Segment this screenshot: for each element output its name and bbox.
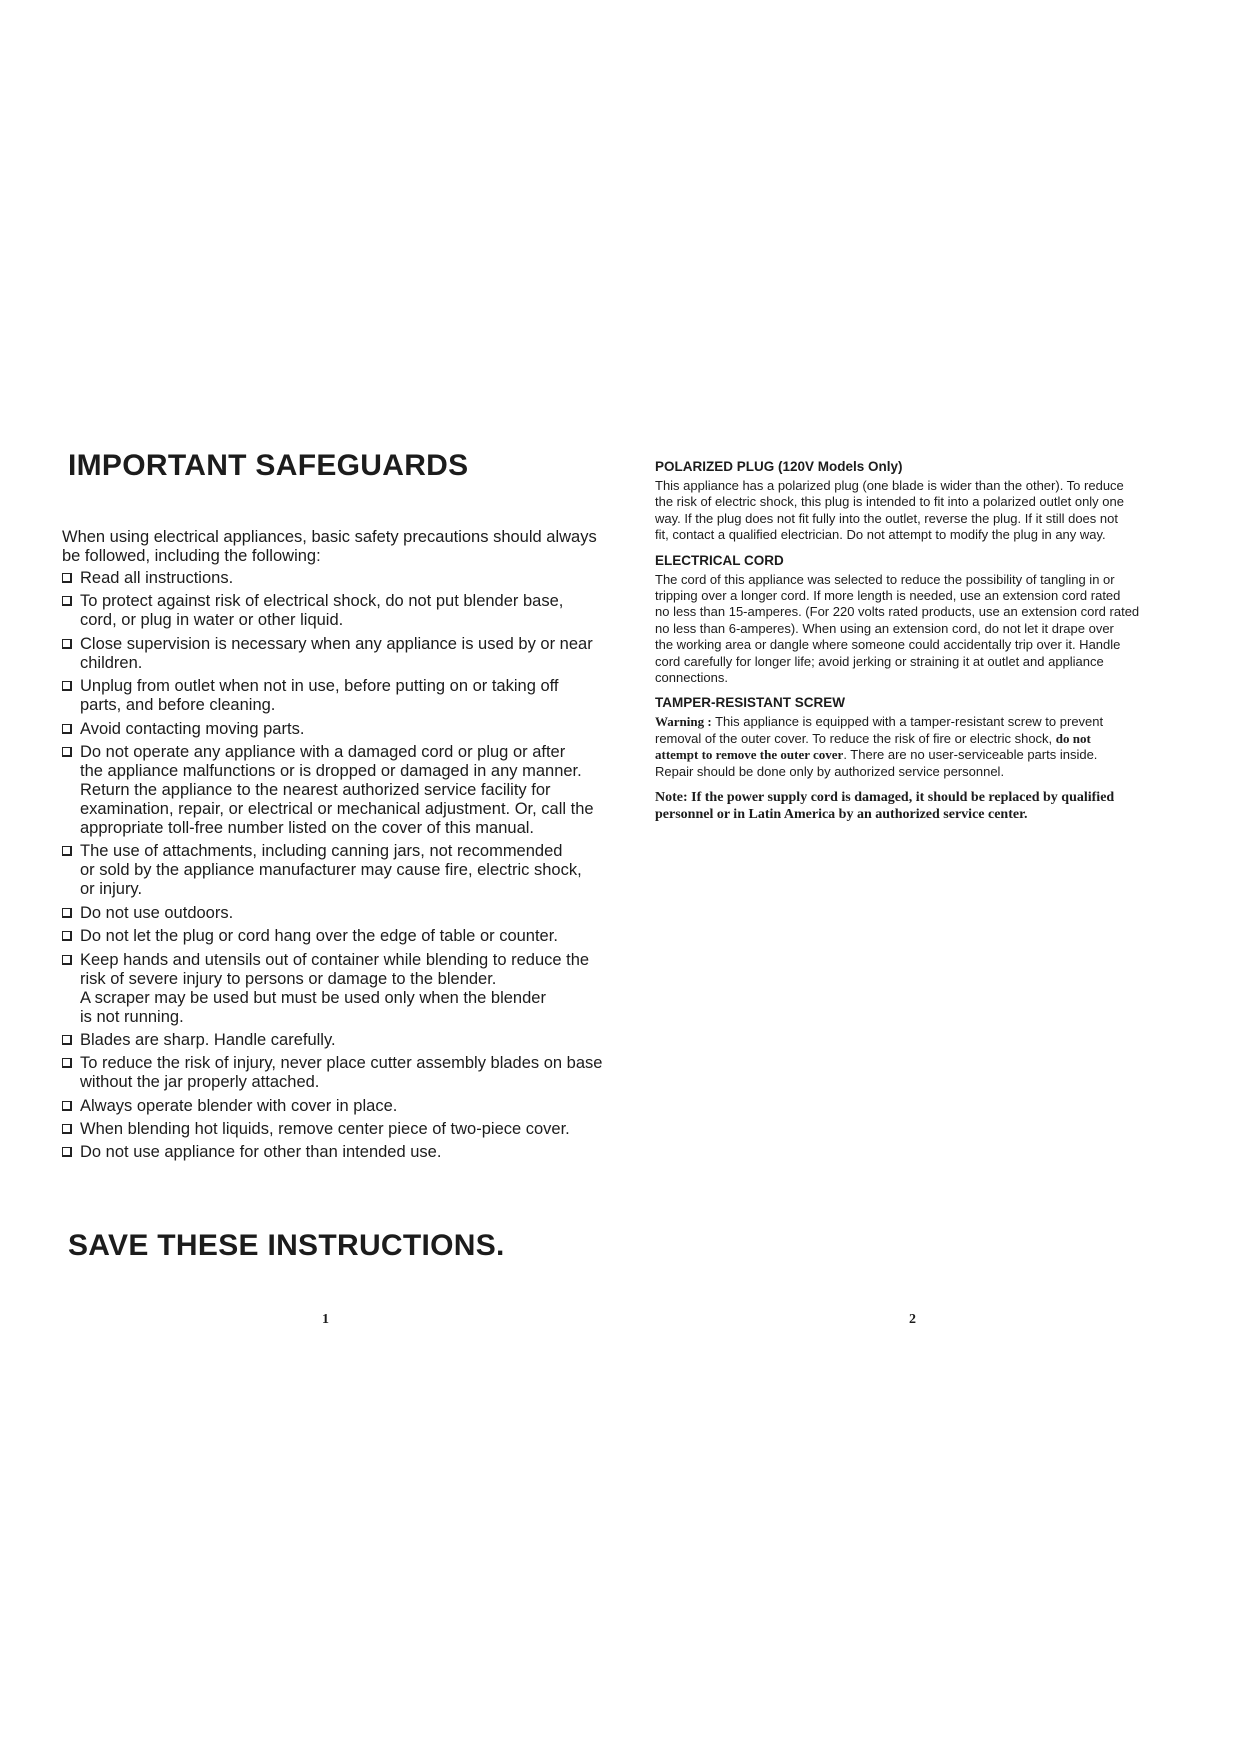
tamper-screw-text-part-2: . There are no user-serviceable parts inside. Repair should be done only by authorized service personnel.: [655, 747, 1098, 779]
tamper-screw-heading: TAMPER-RESISTANT SCREW: [655, 695, 845, 711]
checkbox-bullet-icon: [62, 724, 72, 734]
checkbox-bullet-icon: [62, 747, 72, 757]
checkbox-bullet-icon: [62, 639, 72, 649]
checkbox-bullet-icon: [62, 1058, 72, 1068]
safeguard-item-text: To reduce the risk of injury, never place cutter assembly blades on base without the jar properly attached.: [80, 1054, 603, 1092]
safeguard-item: [62, 743, 607, 838]
safeguard-item: [62, 720, 607, 739]
safeguard-item-text: The use of attachments, including canning jars, not recommended or sold by the appliance manufacturer may cause fire, electric shock, or injury.: [80, 842, 582, 899]
safeguard-item: [62, 677, 607, 715]
safeguard-item: [62, 1031, 607, 1050]
checkbox-bullet-icon: [62, 596, 72, 606]
tamper-screw-text-part-1: This appliance is equipped with a tamper-resistant screw to prevent removal of the outer cover. To reduce the risk of fire or electric shock,: [655, 714, 1104, 746]
checkbox-bullet-icon: [62, 1101, 72, 1111]
safeguard-list: [62, 569, 607, 1162]
safeguard-item-text: Do not let the plug or cord hang over the edge of table or counter.: [80, 927, 558, 946]
checkbox-bullet-icon: [62, 931, 72, 941]
safeguard-item: [62, 592, 607, 630]
checkbox-bullet-icon: [62, 573, 72, 583]
electrical-cord-heading: ELECTRICAL CORD: [655, 552, 784, 568]
right-page: [655, 459, 1190, 823]
safeguard-item: [62, 1143, 607, 1162]
safeguard-item-text: Unplug from outlet when not in use, before putting on or taking off parts, and before cleaning.: [80, 677, 559, 715]
warning-label: Warning :: [655, 714, 712, 730]
safeguard-item: [62, 927, 607, 946]
safeguard-item-text: Do not operate any appliance with a damaged cord or plug or after the appliance malfunctions or is dropped or damaged in any manner. Return the appliance to the nearest authorized service facility for examination, repair, or electrical or mechanical adjustment. Or, call the appropriate toll-free number listed on the cover of this manual.: [80, 742, 594, 837]
electrical-cord-text: The cord of this appliance was selected to reduce the possibility of tangling in or tripping over a longer cord. If more length is needed, use an extension cord rated no less than 15-amperes. (For 220 volts rated products, use an extension cord rated no less than 6-amperes). When using an extension cord, do not let it drape over the working area or dangle where someone could accidentally trip over it. Handle cord carefully for longer life; avoid jerking or straining it at outlet and appliance connections.: [655, 571, 1140, 686]
safeguard-item-text: Avoid contacting moving parts.: [80, 719, 305, 738]
safeguard-item: [62, 635, 607, 673]
safeguard-item-text: When blending hot liquids, remove center piece of two-piece cover.: [80, 1120, 570, 1139]
tamper-screw-text: [655, 714, 1190, 780]
safeguard-item-text: Always operate blender with cover in place.: [80, 1096, 398, 1115]
page-title: IMPORTANT SAFEGUARDS: [68, 449, 469, 482]
polarized-plug-text: This appliance has a polarized plug (one blade is wider than the other). To reduce the risk of electric shock, this plug is intended to fit into a polarized outlet only one way. If the plug does not fit fully into the outlet, reverse the plug. If it still does not fit, contact a qualified electrician. Do not attempt to modify the plug in any way.: [655, 478, 1124, 543]
safeguard-item: [62, 842, 607, 899]
page-number-right: 2: [909, 1312, 916, 1327]
safeguard-item-text: Blades are sharp. Handle carefully.: [80, 1030, 336, 1049]
safeguard-item-text: Do not use appliance for other than intended use.: [80, 1143, 442, 1162]
safeguard-item-text: Keep hands and utensils out of container while blending to reduce the risk of severe injury to persons or damage to the blender. A scraper may be used but must be used only when the blender is not running.: [80, 950, 590, 1026]
polarized-plug-heading: POLARIZED PLUG (120V Models Only): [655, 459, 903, 474]
checkbox-bullet-icon: [62, 681, 72, 691]
safeguard-item: [62, 904, 607, 923]
safeguard-item-text: To protect against risk of electrical shock, do not put blender base, cord, or plug in water or other liquid.: [80, 592, 564, 630]
safeguard-item: [62, 1120, 607, 1139]
safeguard-item-text: Do not use outdoors.: [80, 903, 234, 922]
intro-paragraph: When using electrical appliances, basic safety precautions should always be followed, including the following:: [62, 528, 597, 565]
safeguard-item: [62, 569, 607, 588]
safeguard-item: [62, 1054, 607, 1092]
page-number-left: 1: [322, 1312, 329, 1327]
checkbox-bullet-icon: [62, 908, 72, 918]
checkbox-bullet-icon: [62, 846, 72, 856]
safeguard-item-text: Read all instructions.: [80, 569, 234, 587]
tamper-screw-bold-text: do not attempt to remove the outer cover: [655, 730, 1091, 763]
power-cord-note: Note: If the power supply cord is damaged, it should be replaced by qualified personnel or in Latin America by an authorized service center.: [655, 790, 1115, 823]
safeguard-item-text: Close supervision is necessary when any appliance is used by or near children.: [80, 634, 593, 672]
checkbox-bullet-icon: [62, 1124, 72, 1134]
left-page: [62, 448, 607, 1167]
checkbox-bullet-icon: [62, 955, 72, 965]
safeguard-item: [62, 1097, 607, 1116]
safeguard-item: [62, 951, 607, 1027]
save-instructions-heading: SAVE THESE INSTRUCTIONS.: [68, 1229, 505, 1262]
checkbox-bullet-icon: [62, 1035, 72, 1045]
checkbox-bullet-icon: [62, 1147, 72, 1157]
